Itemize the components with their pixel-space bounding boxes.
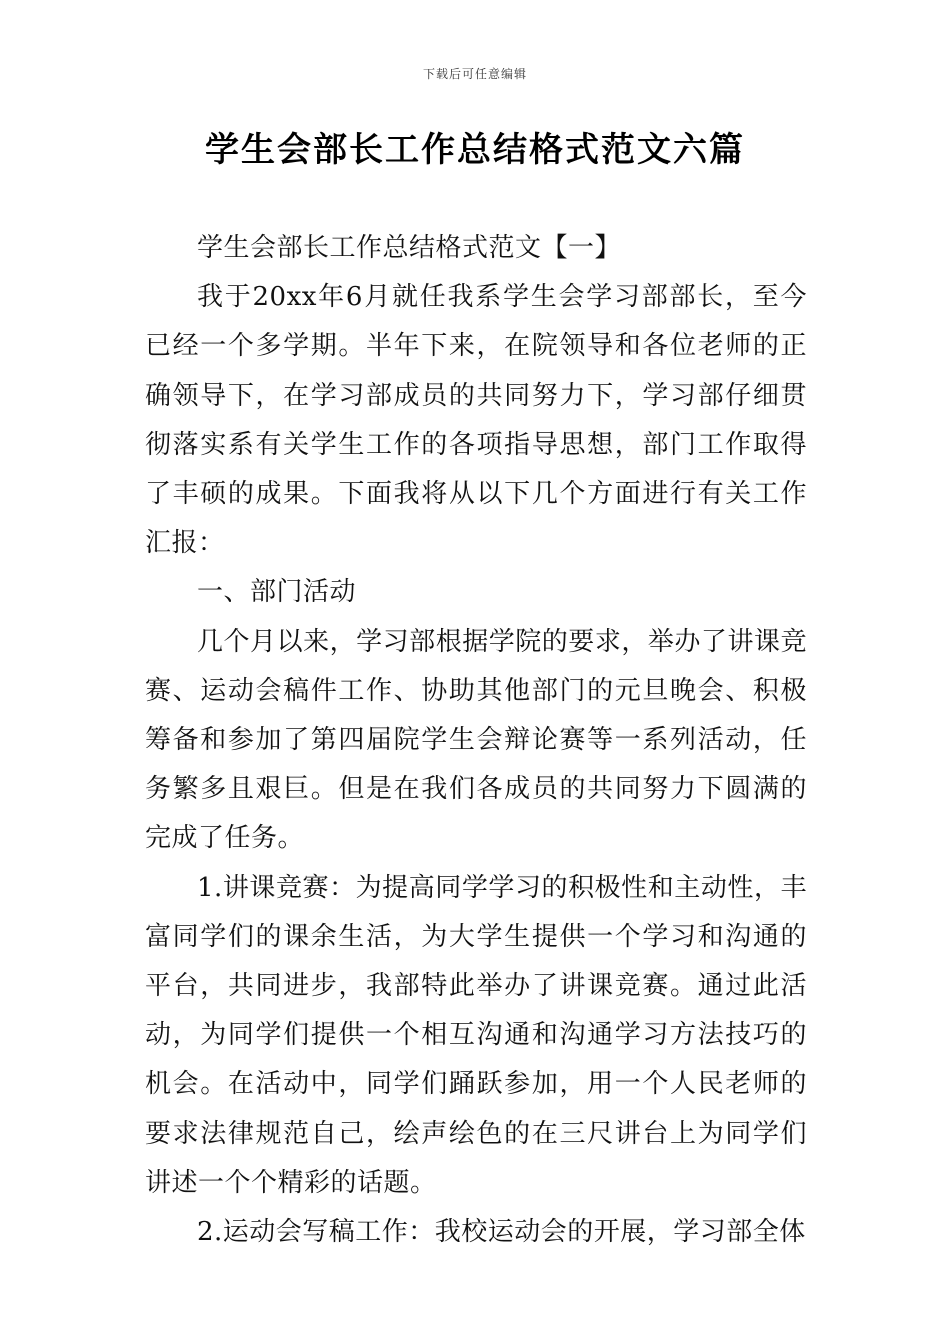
header-note: 下载后可任意编辑	[422, 67, 527, 81]
document-title: 学生会部长工作总结格式范文六篇	[205, 130, 745, 170]
paragraph-item-2: 2.运动会写稿工作：我校运动会的开展，学习部全体	[197, 1217, 806, 1248]
section-heading: 学生会部长工作总结格式范文【一】	[197, 233, 622, 263]
section-subheading: 一、部门活动	[197, 577, 357, 608]
paragraph-item-1: 1.讲课竞赛：为提高同学学习的积极性和主动性，丰富同学们的课余生活，为大学生提供一个学习和沟通的平台，共同进步，我部特此举办了讲课竞赛。通过此活动，为同学们提供一个相互沟通和沟通学习方法技巧的机会。在活动中，同学们踊跃参加，用一个人民老师的要求法律规范自己，绘声绘色的在三尺讲台上为同学们讲述一个个精彩的话题。	[145, 872, 807, 1198]
paragraph-intro: 我于20xx年6月就任我系学生会学习部部长，至今已经一个多学期。半年下来，在院领导和各位老师的正确领导下，在学习部成员的共同努力下，学习部仔细贯彻落实系有关学生工作的各项指导思想，部门工作取得了丰硕的成果。下面我将从以下几个方面进行有关工作汇报：	[145, 282, 807, 559]
paragraph-activities: 几个月以来，学习部根据学院的要求，举办了讲课竞赛、运动会稿件工作、协助其他部门的元旦晚会、积极筹备和参加了第四届院学生会辩论赛等一系列活动，任务繁多且艰巨。但是在我们各成员的共同努力下圆满的完成了任务。	[145, 626, 807, 854]
document-body	[145, 224, 807, 1257]
